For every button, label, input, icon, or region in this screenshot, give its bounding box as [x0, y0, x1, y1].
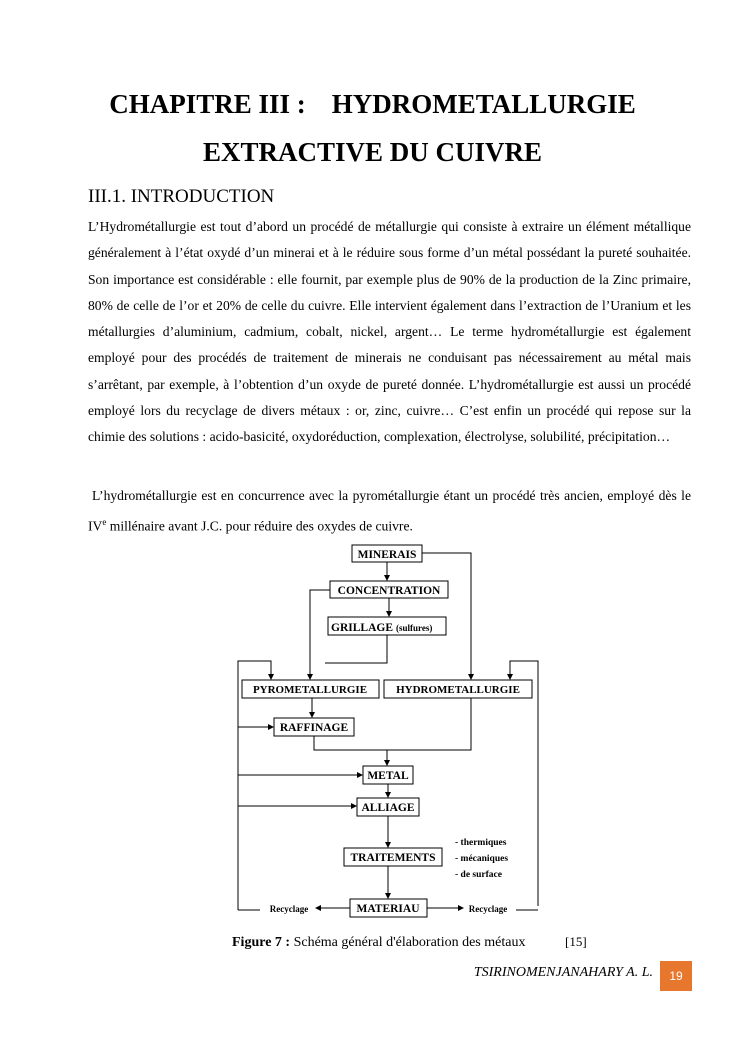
label-pyrometallurgie: PYROMETALLURGIE: [252, 684, 368, 696]
label-minerais: MINERAIS: [357, 549, 417, 561]
label-treat-surface: - de surface: [455, 870, 502, 880]
figure-caption: [232, 935, 525, 951]
paragraph-history-text-1: L’hydrométallurgie est en concurrence avec la pyrométallurgie étant un procédé très ancien, employé dès le: [92, 488, 691, 503]
page-number-badge: 19: [660, 961, 692, 991]
label-treat-thermiques: - thermiques: [455, 838, 507, 848]
roman-numeral: IV: [88, 518, 103, 534]
label-grillage-note: (sulfures): [396, 623, 433, 633]
chapter-name: HYDROMETALLURGIE: [331, 89, 636, 119]
label-materiau: MATERIAU: [356, 903, 420, 915]
label-alliage: ALLIAGE: [361, 802, 415, 814]
label-raffinage: RAFFINAGE: [279, 722, 349, 734]
label-recycle-right: Recyclage: [468, 904, 508, 914]
label-grillage-main: GRILLAGE: [331, 622, 393, 634]
label-grillage: [331, 622, 432, 634]
section-heading: III.1. INTRODUCTION: [88, 186, 275, 207]
label-concentration: CONCENTRATION: [337, 585, 441, 597]
chapter-title-line1: [0, 88, 745, 120]
chapter-title-line2: EXTRACTIVE DU CUIVRE: [202, 137, 543, 167]
caption-label: Figure 7 :: [232, 935, 291, 950]
chapter-number: CHAPITRE III :: [109, 89, 306, 119]
process-flow-diagram: [230, 540, 545, 925]
paragraph-introduction: L’Hydrométallurgie est tout d’abord un procédé de métallurgie qui consiste à extraire un élément métallique généralement à l’état oxydé d’un minerai et à le réduire sous forme d’un métal possédant la pureté souhaitée. Son importance est considérable : elle fournit, par exemple plus de 90% de la production de la Zinc primaire, 80% de celle de l’or et 20% de celle du cuivre. Elle intervient également dans l’extraction de l’Uranium et les métallurgies d’aluminium, cadmium, cobalt, nickel, argent… Le terme hydrométallurgie est également employé pour des procédés de traitement de minerais ne conduisant pas nécessairement au métal mais s’arrêtant, par exemple, à l’obtention d’un oxyde de pureté donnée. L’hydrométallurgie est aussi un procédé employé lors du recyclage de divers métaux : or, zinc, cuivre… C’est enfin un procédé qui repose sur la chimie des solutions : acido-basicité, oxydoréduction, complexation, électrolyse, solubilité, précipitation…: [88, 219, 691, 445]
footer-author: TSIRINOMENJANAHARY A. L.: [473, 965, 653, 980]
label-recycle-left: Recyclage: [269, 904, 309, 914]
label-hydrometallurgie: HYDROMETALLURGIE: [396, 684, 520, 696]
label-traitements: TRAITEMENTS: [350, 852, 436, 864]
caption-text: Schéma général d'élaboration des métaux: [290, 935, 526, 950]
figure-reference: [15]: [565, 934, 587, 949]
label-metal: METAL: [367, 770, 409, 782]
superscript: e: [102, 517, 107, 528]
label-treat-mecaniques: - mécaniques: [455, 854, 509, 864]
paragraph-history-text-2: millénaire avant J.C. pour réduire des oxydes de cuivre.: [106, 518, 413, 534]
paragraph-history: [88, 483, 691, 540]
